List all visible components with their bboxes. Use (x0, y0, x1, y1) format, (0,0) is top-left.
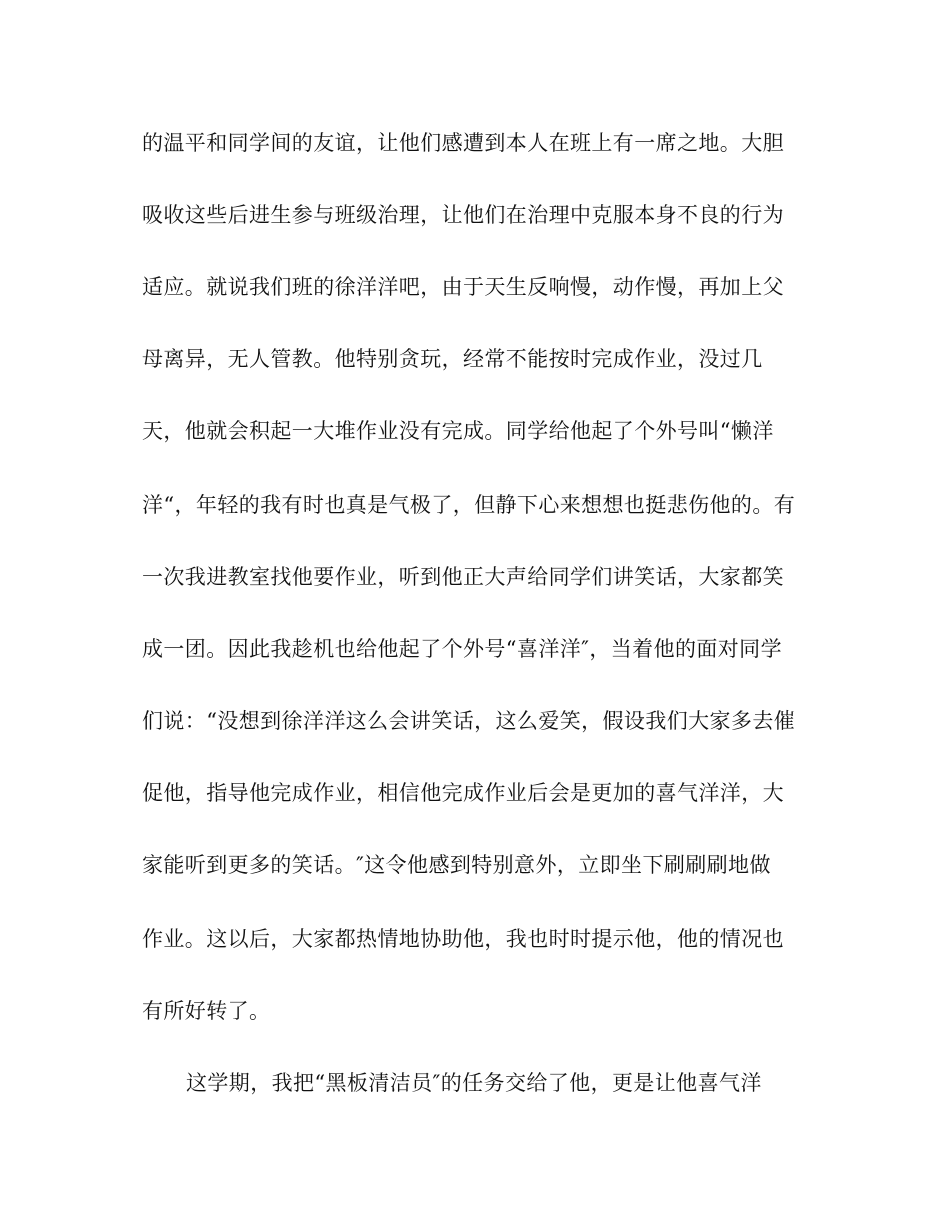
text-line: 母离异，无人管教。他特别贪玩，经常不能按时完成作业，没过几 (142, 347, 763, 371)
text-line: 有所好转了。 (142, 999, 271, 1023)
text-line: 们说：“没想到徐洋洋这么会讲笑话，这么爱笑，假设我们大家多去催 (142, 709, 796, 733)
text-line: 吸收这些后进生参与班级治理，让他们在治理中克服本身不良的行为 (142, 203, 784, 227)
text-line: 洋“，年轻的我有时也真是气极了，但静下心来想想也挺悲伤他的。有 (142, 493, 796, 517)
text-line: 这学期，我把“黑板清洁员″的任务交给了他，更是让他喜气洋 (186, 1071, 762, 1095)
text-line: 适应。就说我们班的徐洋洋吧，由于天生反响慢，动作慢，再加上父 (142, 275, 784, 299)
text-line: 作业。这以后，大家都热情地协助他，我也时时提示他，他的情况也 (142, 927, 784, 951)
text-line: 成一团。因此我趁机也给他起了个外号“喜洋洋″，当着他的面对同学 (142, 637, 782, 661)
text-line: 促他，指导他完成作业，相信他完成作业后会是更加的喜气洋洋，大 (142, 781, 784, 805)
text-line: 一次我进教室找他要作业，听到他正大声给同学们讲笑话，大家都笑 (142, 565, 784, 589)
text-line: 的温平和同学间的友谊，让他们感遭到本人在班上有一席之地。大胆 (142, 131, 784, 155)
text-line: 天，他就会积起一大堆作业没有完成。同学给他起了个外号叫“懒洋 (142, 419, 774, 443)
text-line: 家能听到更多的笑话。″这令他感到特别意外，立即坐下刷刷刷地做 (142, 853, 771, 877)
